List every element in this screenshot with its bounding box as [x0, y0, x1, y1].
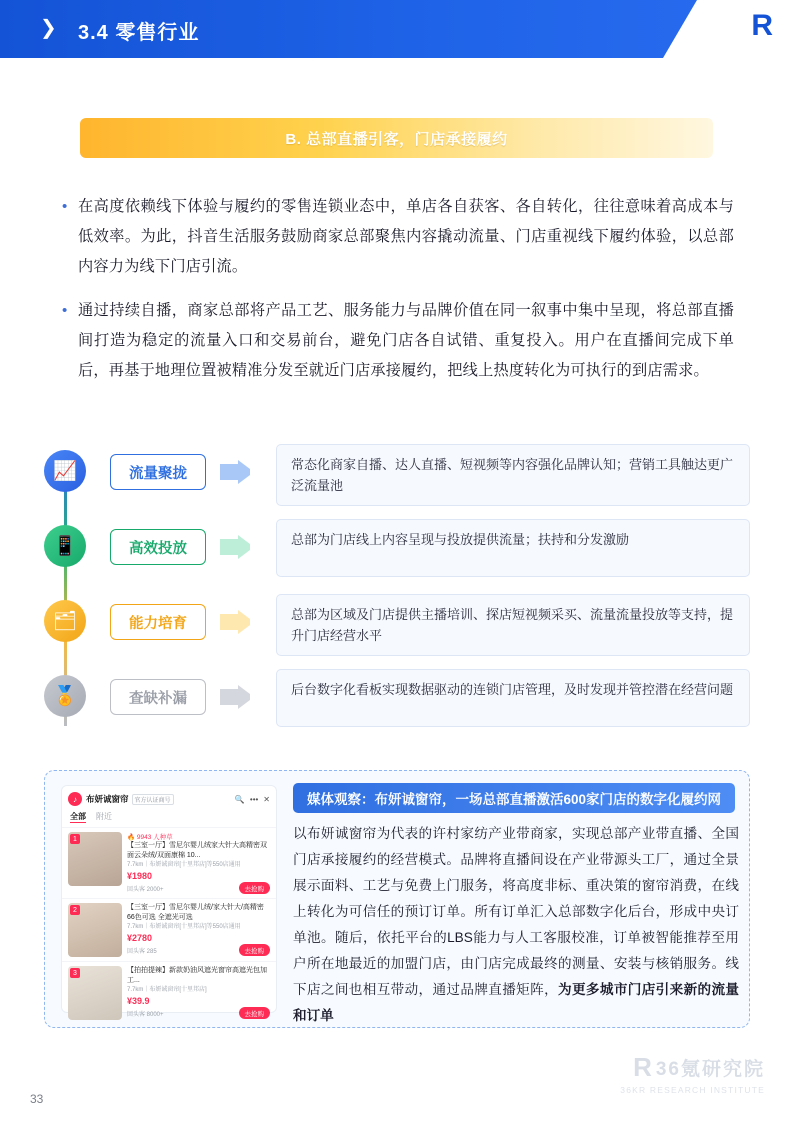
flow-step-label: 查缺补漏: [110, 679, 206, 715]
watermark-en-text: 36KR RESEARCH INSTITUTE: [620, 1085, 765, 1095]
flow-step-label: 高效投放: [110, 529, 206, 565]
search-icon[interactable]: 🔍: [234, 794, 245, 804]
product-subtitle: 7.7km｜布妍诚窗帘[十里邦店]: [127, 987, 207, 993]
rank-badge: 1: [70, 834, 80, 844]
media-observation-body: [293, 821, 739, 1029]
flow-step-description: 总部为门店线上内容呈现与投放提供流量；扶持和分发激励: [276, 519, 750, 577]
product-price: ¥39.9: [127, 996, 150, 1006]
page-number: 33: [30, 1092, 44, 1106]
watermark-logo-icon: R: [633, 1052, 650, 1082]
media-body-highlight: 为更多城市门店引来新的流量和订单: [293, 982, 740, 1023]
flow-step: [44, 444, 750, 519]
product-footer: [127, 1007, 270, 1019]
product-info: [127, 903, 270, 957]
mobile-phone-icon: 📱: [44, 525, 86, 567]
flow-step-description: 常态化商家自播、达人直播、短视频等内容强化品牌认知；营销工具触达更广泛流量池: [276, 444, 750, 506]
flow-step-description: 总部为区域及门店提供主播培训、探店短视频采买、流量流量投放等支持，提升门店经营水平: [276, 594, 750, 656]
flow-step-description: 后台数字化看板实现数据驱动的连锁门店管理，及时发现并管控潜在经营问题: [276, 669, 750, 727]
bullet-text: 在高度依赖线下体验与履约的零售连锁业态中，单店各自获客、各自转化，往往意味着高成本与低效率。为此，抖音生活服务鼓励商家总部聚焦内容撬动流量、门店重视线下履约体验，以总部内容力为线下门店引流。: [78, 198, 734, 275]
buy-button[interactable]: 去抢购: [239, 1007, 271, 1019]
list-item: [62, 296, 734, 386]
repeat-customers: 回头客 2000+: [127, 886, 164, 893]
product-subtitle: 7.7km｜布妍诚窗帘[十里邦店]等550店通用: [127, 862, 241, 868]
app-tabs: [62, 809, 276, 827]
body-bullet-list: [62, 192, 734, 400]
app-header-icons: [235, 795, 270, 804]
douyin-logo-icon: ♪: [68, 792, 82, 806]
product-info: [127, 832, 270, 894]
product-title: 【拍拍提辣】新款奶油风遮光窗帘高遮光包加工...: [127, 967, 267, 984]
product-price: ¥1980: [127, 871, 153, 881]
list-item[interactable]: [62, 961, 276, 1024]
flow-step: [44, 594, 750, 669]
product-thumbnail: [68, 903, 122, 957]
section-banner-label: B. 总部直播引客，门店承接履约: [285, 130, 508, 148]
watermark-main: [620, 1052, 765, 1083]
product-footer: [127, 882, 270, 894]
verified-badge: 官方认证商号: [132, 794, 174, 805]
product-title: 【三室一厅】雪尼尔婴儿绒家大针大高精密双面云朵绒/双面康棉 10...: [127, 842, 267, 859]
watermark: [620, 1052, 765, 1095]
list-item[interactable]: [62, 827, 276, 898]
bullet-dot-icon: •: [62, 198, 68, 215]
media-observation-title: 媒体观察：布妍诚窗帘，一场总部直播激活600家门店的数字化履约网: [293, 783, 735, 813]
chart-growth-icon: 📈: [44, 450, 86, 492]
product-subtitle: 7.7km｜布妍诚窗帘[十里邦店]等550店通用: [127, 924, 241, 930]
rank-badge: 3: [70, 968, 80, 978]
rank-badge: 2: [70, 905, 80, 915]
tab-nearby[interactable]: 附近: [96, 812, 112, 821]
flow-diagram: [44, 444, 750, 744]
flow-step-label: 流量聚拢: [110, 454, 206, 490]
arrow-right-icon: [220, 685, 266, 709]
tab-all[interactable]: 全部: [70, 812, 86, 821]
app-header: [62, 786, 276, 809]
product-footer: [127, 944, 270, 956]
repeat-customers: 回头客 8000+: [127, 1011, 164, 1018]
media-body-text: 以布妍诚窗帘为代表的许村家纺产业带商家，实现总部产业带直播、全国门店承接履约的经营模式。品牌将直播间设在产业带源头工厂，通过全景展示面料、工艺与免费上门服务，将高度非标、重决策的窗帘消费，在线上转化为可信任的预订订单。所有订单汇入总部数字化后台，形成中央订单池。随后，依托平台的LBS能力与人工客服校准，订单被智能推荐至用户所在地最近的加盟门店，由门店完成最终的测量、安装与核销服务。线下店之间也相互带动，通过品牌直播矩阵，: [293, 826, 739, 997]
list-item[interactable]: [62, 898, 276, 961]
arrow-right-icon: [220, 460, 266, 484]
flow-step: [44, 669, 750, 744]
flow-step: [44, 519, 750, 594]
product-title: 【三室一厅】雪尼尔婴儿绒/家大针大/高精密 66色可选 全遮光可选: [127, 904, 264, 921]
header-corner-shape: [663, 0, 793, 58]
flow-step-label: 能力培育: [110, 604, 206, 640]
product-info: [127, 966, 270, 1020]
watermark-cn-text: 36氪研究院: [655, 1059, 765, 1080]
close-icon[interactable]: ✕: [263, 794, 270, 804]
repeat-customers: 回头客 285: [127, 948, 157, 955]
page-header: [0, 0, 793, 58]
hot-count: 🔥 9943 人种草: [127, 834, 173, 841]
buy-button[interactable]: 去抢购: [239, 944, 271, 956]
bullet-text: 通过持续自播，商家总部将产品工艺、服务能力与品牌价值在同一叙事中集中呈现，将总部直播间打造为稳定的流量入口和交易前台，避免门店各自试错、重复投入。用户在直播间完成下单后，再基于地理位置被精准分发至就近门店承接履约，把线上热度转化为可执行的到店需求。: [78, 302, 734, 379]
double-chevron-right-icon: ❯: [40, 17, 57, 39]
media-observation-card: [44, 770, 750, 1028]
brand-logo-icon: R: [751, 9, 771, 42]
presentation-board-icon: 🗂: [44, 600, 86, 642]
product-thumbnail: [68, 966, 122, 1020]
arrow-right-icon: [220, 610, 266, 634]
product-thumbnail: [68, 832, 122, 886]
list-item: [62, 192, 734, 282]
more-dots-icon[interactable]: •••: [249, 794, 259, 804]
shop-name: 布妍诚窗帘: [86, 794, 129, 804]
buy-button[interactable]: 去抢购: [239, 882, 271, 894]
medal-icon: 🏅: [44, 675, 86, 717]
section-banner: [80, 118, 713, 158]
arrow-right-icon: [220, 535, 266, 559]
app-screenshot: [61, 785, 277, 1018]
bullet-dot-icon: •: [62, 302, 68, 319]
page-title: 3.4 零售行业: [78, 22, 200, 44]
product-price: ¥2780: [127, 933, 153, 943]
